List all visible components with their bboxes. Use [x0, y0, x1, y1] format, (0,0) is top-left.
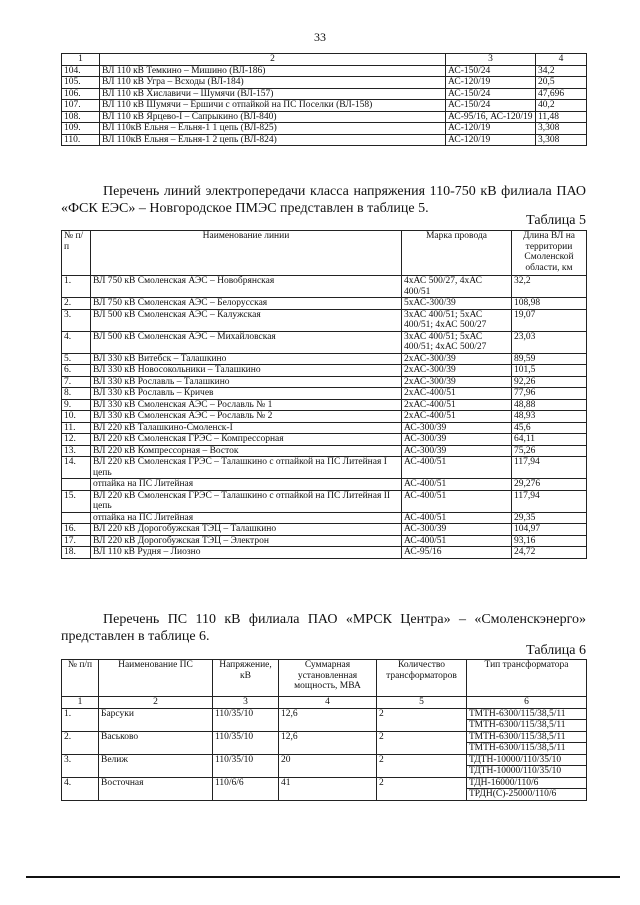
- column-header: Суммарная установленная мощность, МВА: [279, 660, 377, 697]
- table-cell: АС-300/39: [402, 445, 512, 457]
- table-cell: 12,6: [279, 708, 377, 731]
- table-cell: 6.: [62, 365, 91, 377]
- table-cell: 109.: [62, 123, 100, 135]
- column-header: 2: [100, 54, 446, 66]
- table-cell: Велиж: [99, 754, 213, 777]
- table-row: [62, 309, 587, 331]
- table-cell: 4.: [62, 777, 99, 800]
- table-row: [62, 111, 587, 123]
- table-cell: 29,276: [512, 479, 587, 491]
- column-number: 1: [62, 697, 99, 709]
- table-cell: 2хАС-300/39: [402, 353, 512, 365]
- table-cell: АС-400/51: [402, 490, 512, 512]
- footer-rule: [26, 876, 620, 878]
- table-cell: ВЛ 220 кВ Компрессорная – Восток: [91, 445, 402, 457]
- table-row: [62, 365, 587, 377]
- table-cell: ТДТН-10000/110/35/10: [467, 766, 587, 778]
- column-header: Тип трансформатора: [467, 660, 587, 697]
- table-cell: ТМТН-6300/115/38,5/11: [467, 731, 587, 743]
- table-row: [62, 731, 587, 743]
- column-header: 4: [536, 54, 587, 66]
- table-cell: 34,2: [536, 65, 587, 77]
- table-cell: 3.: [62, 309, 91, 331]
- table-cell: ТМТН-6300/115/38,5/11: [467, 720, 587, 732]
- table-cell: 2хАС-300/39: [402, 376, 512, 388]
- table-cell: АС-300/39: [402, 434, 512, 446]
- column-header: № п/п: [62, 231, 91, 276]
- column-header: Наименование ПС: [99, 660, 213, 697]
- table-cell: 3,308: [536, 123, 587, 135]
- table-cell: ВЛ 500 кВ Смоленская АЭС – Калужская: [91, 309, 402, 331]
- table-cell: 77,96: [512, 388, 587, 400]
- table-row: [62, 376, 587, 388]
- table-cell: 17.: [62, 535, 91, 547]
- table-row: [62, 331, 587, 353]
- table-cell: 16.: [62, 524, 91, 536]
- table-cell: 47,696: [536, 88, 587, 100]
- table-cell: 2: [377, 731, 467, 754]
- table-cell: 41: [279, 777, 377, 800]
- table-row: [62, 512, 587, 524]
- table-cell: [62, 479, 91, 491]
- table-cell: 18.: [62, 547, 91, 559]
- table-cell: 11,48: [536, 111, 587, 123]
- table-row: [62, 754, 587, 766]
- table-cell: АС-150/24: [446, 65, 536, 77]
- table-cell: 8.: [62, 388, 91, 400]
- column-number: 2: [99, 697, 213, 709]
- table-row: [62, 535, 587, 547]
- table-row: [62, 134, 587, 146]
- table-cell: 20: [279, 754, 377, 777]
- table-cell: 2.: [62, 298, 91, 310]
- page-number: 33: [314, 30, 326, 44]
- table-4-continuation: [61, 53, 587, 146]
- table-cell: 117,94: [512, 457, 587, 479]
- table-cell: 104,97: [512, 524, 587, 536]
- table-cell: 2хАС-400/51: [402, 388, 512, 400]
- table-cell: АС-300/39: [402, 422, 512, 434]
- table-cell: 1.: [62, 708, 99, 731]
- table-row: [62, 479, 587, 491]
- table-cell: 3хАС 400/51; 5хАС 400/51; 4хАС 500/27: [402, 331, 512, 353]
- table-cell: 24,72: [512, 547, 587, 559]
- column-header: № п/п: [62, 660, 99, 697]
- table-cell: АС-95/16: [402, 547, 512, 559]
- table-cell: Восточная: [99, 777, 213, 800]
- table-cell: 110/35/10: [213, 731, 279, 754]
- table-cell: ВЛ 110кВ Ельня – Ельня-1 2 цепь (ВЛ-824): [100, 134, 446, 146]
- table-row: [62, 434, 587, 446]
- table-cell: 108.: [62, 111, 100, 123]
- table-cell: АС-300/39: [402, 524, 512, 536]
- table-cell: ВЛ 750 кВ Смоленская АЭС – Белорусская: [91, 298, 402, 310]
- table-cell: 2хАС-300/39: [402, 365, 512, 377]
- table-cell: 2хАС-400/51: [402, 399, 512, 411]
- table-row: [62, 77, 587, 89]
- column-number: 4: [279, 697, 377, 709]
- table-cell: АС-400/51: [402, 457, 512, 479]
- column-header: Напряжение, кВ: [213, 660, 279, 697]
- table-cell: ВЛ 220 кВ Дорогобужская ТЭЦ – Талашкино: [91, 524, 402, 536]
- table-5: [61, 230, 587, 559]
- table-row: [62, 123, 587, 135]
- table-cell: 108,98: [512, 298, 587, 310]
- table-cell: 101,5: [512, 365, 587, 377]
- table-row: [62, 445, 587, 457]
- table-6: [61, 659, 587, 801]
- table-cell: ВЛ 110кВ Ельня – Ельня-1 1 цепь (ВЛ-825): [100, 123, 446, 135]
- column-header: Марка провода: [402, 231, 512, 276]
- table-cell: ТМТН-6300/115/38,5/11: [467, 708, 587, 720]
- table-cell: 106.: [62, 88, 100, 100]
- table-cell: ВЛ 220 кВ Смоленская ГРЭС – Талашкино с отпайкой на ПС Литейная I цепь: [91, 457, 402, 479]
- table-row: [62, 777, 587, 789]
- table-cell: 64,11: [512, 434, 587, 446]
- table-cell: 110/35/10: [213, 754, 279, 777]
- table-cell: 110/35/10: [213, 708, 279, 731]
- table-cell: 15.: [62, 490, 91, 512]
- table-cell: 75,26: [512, 445, 587, 457]
- table-cell: ВЛ 330 кВ Смоленская АЭС – Рославль № 2: [91, 411, 402, 423]
- table-cell: 93,16: [512, 535, 587, 547]
- table-cell: 48,88: [512, 399, 587, 411]
- table-cell: 110.: [62, 134, 100, 146]
- table-cell: 2.: [62, 731, 99, 754]
- table-cell: 92,26: [512, 376, 587, 388]
- column-header: Количество трансформаторов: [377, 660, 467, 697]
- table-cell: 14.: [62, 457, 91, 479]
- table-row: [62, 524, 587, 536]
- table-cell: 117,94: [512, 490, 587, 512]
- table-cell: ВЛ 330 кВ Витебск – Талашкино: [91, 353, 402, 365]
- table-cell: ВЛ 330 кВ Новосокольники – Талашкино: [91, 365, 402, 377]
- table-row: [62, 298, 587, 310]
- table-cell: АС-95/16, АС-120/19: [446, 111, 536, 123]
- table-cell: 29,35: [512, 512, 587, 524]
- table-cell: ВЛ 110 кВ Хиславичи – Шумячи (ВЛ-157): [100, 88, 446, 100]
- table-cell: [62, 512, 91, 524]
- table-cell: 12.: [62, 434, 91, 446]
- table-cell: 3.: [62, 754, 99, 777]
- table-cell: АС-400/51: [402, 512, 512, 524]
- table-row: [62, 457, 587, 479]
- table-cell: 2: [377, 754, 467, 777]
- column-number: 5: [377, 697, 467, 709]
- table-cell: ВЛ 220 кВ Смоленская ГРЭС – Компрессорная: [91, 434, 402, 446]
- table-cell: ВЛ 330 кВ Рославль – Талашкино: [91, 376, 402, 388]
- table-row: [62, 422, 587, 434]
- table-cell: ВЛ 110 кВ Ярцево-I – Сапрыкино (ВЛ-840): [100, 111, 446, 123]
- column-number: 3: [213, 697, 279, 709]
- column-number-row: [62, 697, 587, 709]
- table-cell: 107.: [62, 100, 100, 112]
- table-cell: 7.: [62, 376, 91, 388]
- table-cell: АС-150/24: [446, 100, 536, 112]
- table-cell: ВЛ 220 кВ Дорогобужская ТЭЦ – Электрон: [91, 535, 402, 547]
- paragraph-text: Перечень линий электропередачи класса напряжения 110-750 кВ филиала ПАО «ФСК ЕЭС» – Новгородское ПМЭС представлен в таблице 5.: [61, 184, 586, 216]
- table-header-row: [62, 54, 587, 66]
- table-cell: ВЛ 330 кВ Рославль – Кричев: [91, 388, 402, 400]
- table-cell: ВЛ 330 кВ Смоленская АЭС – Рославль № 1: [91, 399, 402, 411]
- column-header: Наименование линии: [91, 231, 402, 276]
- table-cell: 105.: [62, 77, 100, 89]
- table-cell: ВЛ 220 кВ Талашкино-Смоленск-I: [91, 422, 402, 434]
- table-cell: 40,2: [536, 100, 587, 112]
- table-cell: АС-120/19: [446, 77, 536, 89]
- table-cell: 89,59: [512, 353, 587, 365]
- table-cell: ТМТН-6300/115/38,5/11: [467, 743, 587, 755]
- column-number: 6: [467, 697, 587, 709]
- table-cell: 20,5: [536, 77, 587, 89]
- table-cell: отпайка на ПС Литейная: [91, 479, 402, 491]
- table-row: [62, 490, 587, 512]
- table-cell: 12,6: [279, 731, 377, 754]
- table-cell: ВЛ 220 кВ Смоленская ГРЭС – Талашкино с отпайкой на ПС Литейная II цепь: [91, 490, 402, 512]
- table-cell: АС-120/19: [446, 134, 536, 146]
- table-cell: АС-400/51: [402, 535, 512, 547]
- column-header: Длина ВЛ на территории Смоленской области, км: [512, 231, 587, 276]
- table-cell: ВЛ 110 кВ Рудня – Лиозно: [91, 547, 402, 559]
- column-header: 3: [446, 54, 536, 66]
- table-cell: 110/6/6: [213, 777, 279, 800]
- table-cell: 3,308: [536, 134, 587, 146]
- table-cell: ТДН-16000/110/6: [467, 777, 587, 789]
- table-header-row: [62, 231, 587, 276]
- table-6-caption: Таблица 6: [526, 643, 586, 658]
- table-cell: 4хАС 500/27, 4хАС 400/51: [402, 276, 512, 298]
- table-cell: 32,2: [512, 276, 587, 298]
- table-cell: АС-150/24: [446, 88, 536, 100]
- table-cell: ВЛ 500 кВ Смоленская АЭС – Михайловская: [91, 331, 402, 353]
- table-cell: 10.: [62, 411, 91, 423]
- table-row: [62, 708, 587, 720]
- table-cell: АС-120/19: [446, 123, 536, 135]
- table-cell: ВЛ 110 кВ Шумячи – Ершичи с отпайкой на ПС Поселки (ВЛ-158): [100, 100, 446, 112]
- table-row: [62, 547, 587, 559]
- table-cell: 4.: [62, 331, 91, 353]
- table-cell: 11.: [62, 422, 91, 434]
- table-cell: 104.: [62, 65, 100, 77]
- table-cell: 48,93: [512, 411, 587, 423]
- table-row: [62, 411, 587, 423]
- table-cell: 5.: [62, 353, 91, 365]
- table-cell: 2хАС-400/51: [402, 411, 512, 423]
- table-cell: 45,6: [512, 422, 587, 434]
- table-cell: ВЛ 110 кВ Угра – Всходы (ВЛ-184): [100, 77, 446, 89]
- table-cell: отпайка на ПС Литейная: [91, 512, 402, 524]
- table-5-intro-paragraph: [61, 183, 586, 217]
- table-cell: АС-400/51: [402, 479, 512, 491]
- table-cell: 23,03: [512, 331, 587, 353]
- table-row: [62, 388, 587, 400]
- table-cell: Васьково: [99, 731, 213, 754]
- paragraph-text: Перечень ПС 110 кВ филиала ПАО «МРСК Центра» – «Смоленскэнерго» представлен в таблице 6.: [61, 612, 586, 644]
- table-cell: 9.: [62, 399, 91, 411]
- table-cell: 1.: [62, 276, 91, 298]
- table-header-row: [62, 660, 587, 697]
- table-row: [62, 276, 587, 298]
- table-cell: ВЛ 110 кВ Темкино – Мишино (ВЛ-186): [100, 65, 446, 77]
- table-cell: ТРДН(С)-25000/110/6: [467, 789, 587, 801]
- table-5-caption: Таблица 5: [526, 213, 586, 228]
- table-row: [62, 399, 587, 411]
- table-cell: Барсуки: [99, 708, 213, 731]
- table-cell: 5хАС-300/39: [402, 298, 512, 310]
- table-row: [62, 88, 587, 100]
- table-cell: ТДТН-10000/110/35/10: [467, 754, 587, 766]
- table-row: [62, 353, 587, 365]
- table-cell: 2: [377, 777, 467, 800]
- table-cell: 13.: [62, 445, 91, 457]
- table-cell: 19,07: [512, 309, 587, 331]
- table-cell: 2: [377, 708, 467, 731]
- column-header: 1: [62, 54, 100, 66]
- table-row: [62, 65, 587, 77]
- table-cell: 3хАС 400/51; 5хАС 400/51; 4хАС 500/27: [402, 309, 512, 331]
- table-6-intro-paragraph: [61, 611, 586, 645]
- table-row: [62, 100, 587, 112]
- table-cell: ВЛ 750 кВ Смоленская АЭС – Новобрянская: [91, 276, 402, 298]
